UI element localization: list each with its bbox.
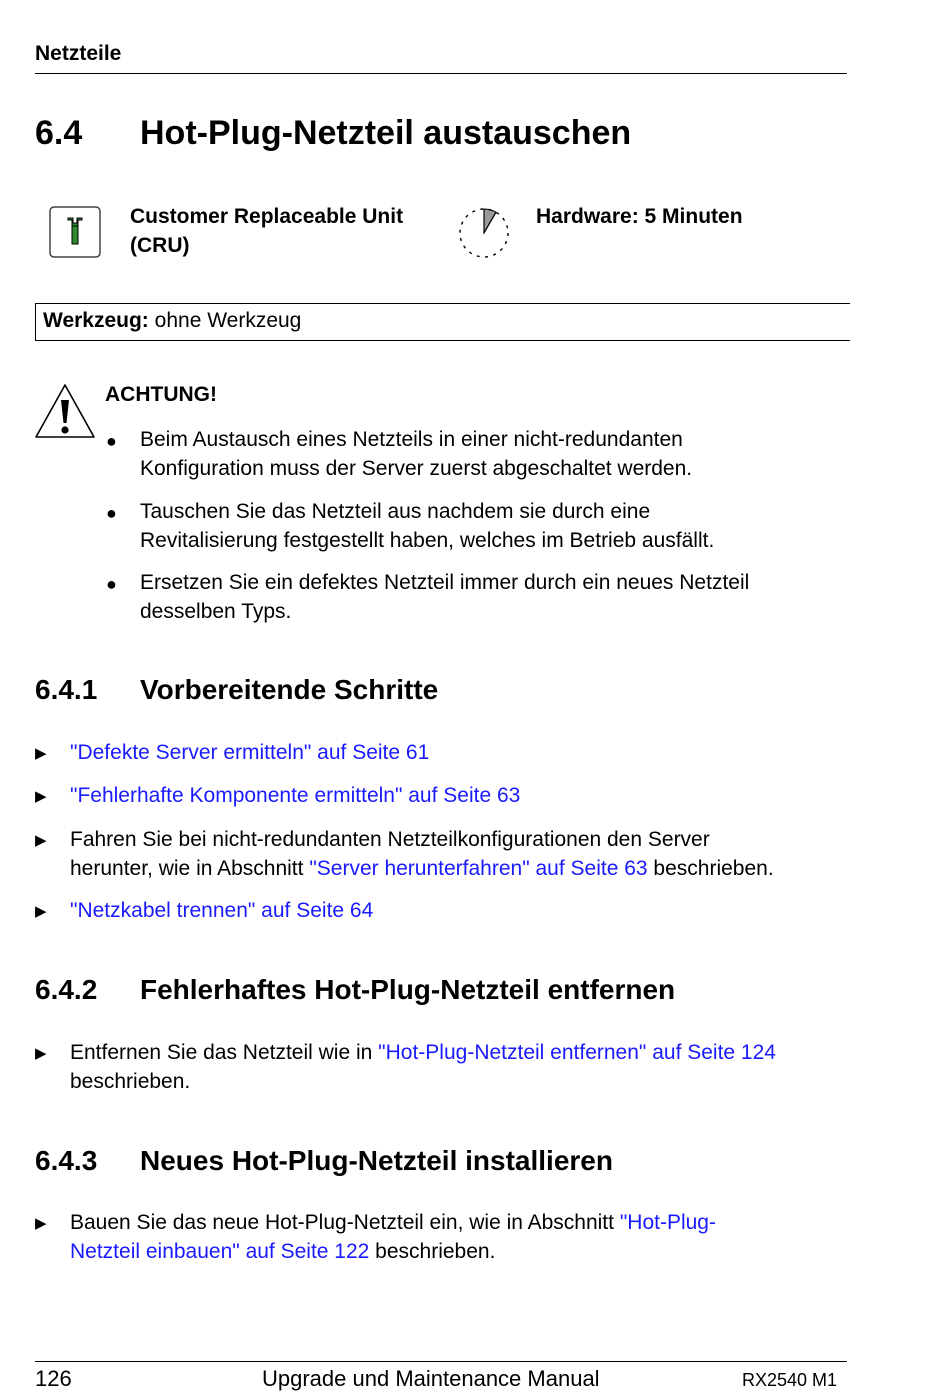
subsection-heading: 6.4.3 Neues Hot-Plug-Netzteil installieren	[35, 1145, 613, 1176]
arrow-bullet-icon: ▶	[35, 1045, 47, 1062]
page-number: 126	[35, 1366, 72, 1391]
step-item: Bauen Sie das neue Hot-Plug-Netzteil ein, wie in Abschnitt "Hot-Plug- Netzteil einbauen" auf Seite 122 beschrieben.	[70, 1211, 716, 1263]
section-heading	[35, 114, 631, 153]
link-netzkabel-trennen[interactable]: "Netzkabel trennen" auf Seite 64	[70, 899, 374, 922]
clock-icon	[456, 205, 512, 266]
footer-rule	[35, 1361, 847, 1362]
section-title: Hot-Plug-Netzteil austauschen	[140, 114, 632, 152]
step-item: Entfernen Sie das Netzteil wie in "Hot-Plug-Netzteil entfernen" auf Seite 124 beschrieben.	[70, 1041, 776, 1093]
subsection-heading: 6.4.1 Vorbereitende Schritte	[35, 674, 439, 705]
step-item: Fahren Sie bei nicht-redundanten Netzteilkonfigurationen den Server herunter, wie in Abschnitt "Server herunterfahren" auf Seite 63 beschrieben.	[70, 828, 774, 880]
running-head: Netzteile	[35, 42, 122, 65]
footer-title: Upgrade und Maintenance Manual	[262, 1366, 600, 1391]
time-label: Hardware: 5 Minuten	[536, 205, 743, 228]
link-hot-plug-entfernen[interactable]: "Hot-Plug-Netzteil entfernen" auf Seite 124	[378, 1041, 776, 1064]
link-fehlerhafte-komponente[interactable]: "Fehlerhafte Komponente ermitteln" auf Seite 63	[70, 784, 521, 807]
bullet-dot: ●	[106, 431, 117, 451]
footer-model: RX2540 M1	[742, 1370, 838, 1390]
caution-item: Tauschen Sie das Netzteil aus nachdem sie durch eine Revitalisierung festgestellt haben, welches im Betrieb ausfällt.	[140, 500, 715, 552]
header-rule	[35, 73, 847, 74]
link-defekte-server[interactable]: "Defekte Server ermitteln" auf Seite 61	[70, 741, 430, 764]
arrow-bullet-icon: ▶	[35, 745, 47, 762]
caution-item: Beim Austausch eines Netzteils in einer nicht-redundanten Konfiguration muss der Server zuerst abgeschaltet werden.	[140, 428, 693, 480]
arrow-bullet-icon: ▶	[35, 903, 47, 920]
cru-wrench-icon	[49, 206, 101, 263]
caution-title: ACHTUNG!	[105, 383, 217, 406]
subsection-heading: 6.4.2 Fehlerhaftes Hot-Plug-Netzteil entfernen	[35, 974, 676, 1005]
arrow-bullet-icon: ▶	[35, 1215, 47, 1232]
arrow-bullet-icon: ▶	[35, 832, 47, 849]
arrow-bullet-icon: ▶	[35, 788, 47, 805]
tool-line	[43, 309, 301, 333]
tool-label: Werkzeug:	[43, 309, 149, 332]
bullet-dot: ●	[106, 574, 117, 594]
warning-triangle-icon	[34, 383, 96, 444]
cru-label: Customer Replaceable Unit (CRU)	[130, 205, 404, 257]
bullet-dot: ●	[106, 503, 117, 523]
link-hot-plug-einbauen[interactable]: Netzteil einbauen" auf Seite 122	[70, 1239, 370, 1263]
link-server-herunterfahren[interactable]: "Server herunterfahren" auf Seite 63	[309, 856, 648, 880]
tool-value: ohne Werkzeug	[154, 309, 302, 332]
section-number: 6.4	[35, 114, 83, 152]
caution-item: Ersetzen Sie ein defektes Netzteil immer durch ein neues Netzteil desselben Typs.	[140, 571, 750, 623]
link-hot-plug-einbauen[interactable]: "Hot-Plug-	[619, 1211, 716, 1234]
